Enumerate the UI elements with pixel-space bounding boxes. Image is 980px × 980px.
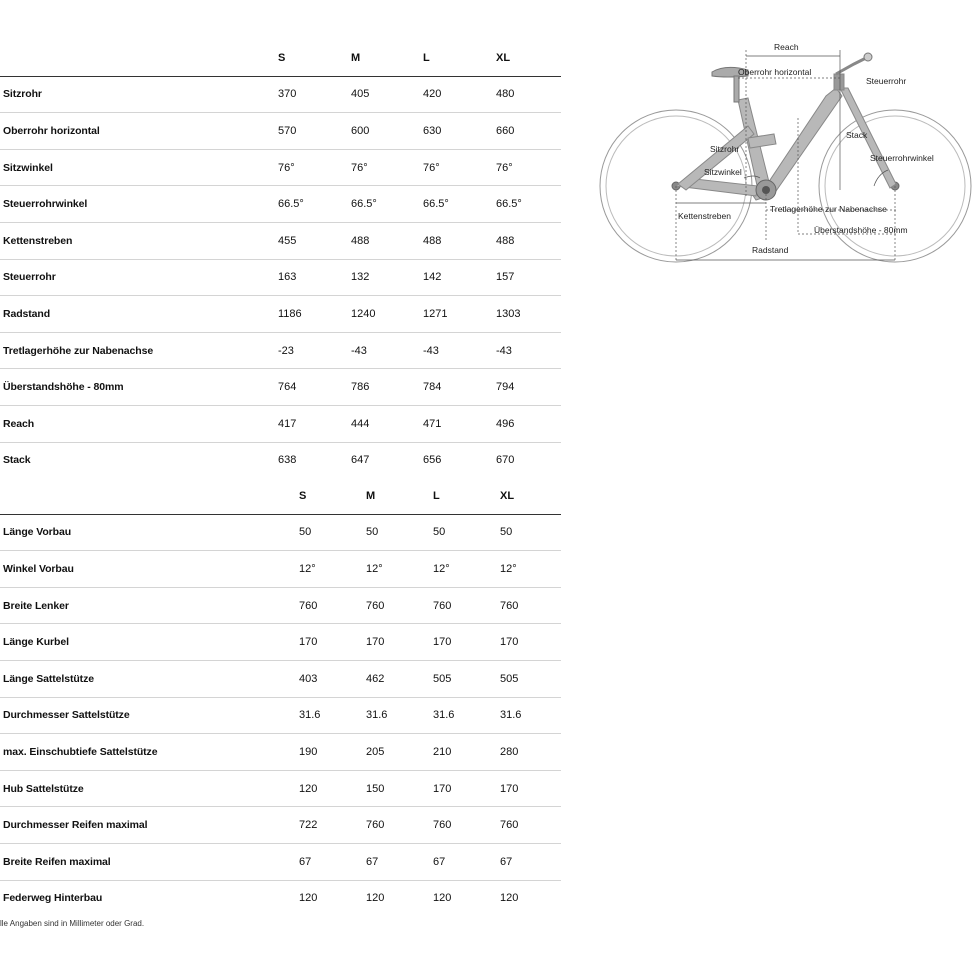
cell-value: 157 [496, 271, 515, 284]
cell-value: 31.6 [433, 709, 455, 722]
cell-value: -23 [278, 344, 294, 357]
cell-value: 670 [496, 454, 515, 467]
table-row [0, 443, 561, 479]
cell-value: 67 [366, 855, 379, 868]
components-table [0, 478, 561, 916]
cell-value: 471 [423, 417, 442, 430]
cell-value: 760 [500, 599, 519, 612]
cell-value: 67 [299, 855, 312, 868]
cell-value: 488 [423, 234, 442, 247]
table-row [0, 260, 561, 297]
table-row [0, 588, 561, 625]
table-row [0, 734, 561, 771]
cell-value: 120 [500, 892, 519, 905]
table-row [0, 881, 561, 917]
size-header: S [299, 489, 307, 502]
cell-value: -43 [496, 344, 512, 357]
cell-value: 31.6 [500, 709, 522, 722]
geometry-table [0, 40, 561, 478]
cell-value: 170 [433, 782, 452, 795]
cell-value: 120 [299, 782, 318, 795]
label-stack: Stack [846, 130, 868, 140]
row-label: Tretlagerhöhe zur Nabenachse [3, 344, 154, 357]
cell-value: 120 [433, 892, 452, 905]
table-row [0, 844, 561, 881]
footnote: lle Angaben sind in Millimeter oder Grad. [0, 919, 145, 928]
cell-value: 12° [500, 562, 517, 575]
cell-value: 444 [351, 417, 370, 430]
label-ueberstandshoehe: Überstandshöhe - 80mm [814, 225, 908, 235]
cell-value: 50 [299, 526, 312, 539]
cell-value: 630 [423, 124, 442, 137]
label-steuerrohrwinkel: Steuerrohrwinkel [870, 153, 934, 163]
size-header: XL [500, 489, 515, 502]
cell-value: 120 [366, 892, 385, 905]
cell-value: 170 [500, 636, 519, 649]
table-row [0, 223, 561, 260]
cell-value: -43 [351, 344, 367, 357]
cell-value: 1303 [496, 307, 521, 320]
row-label: Winkel Vorbau [3, 562, 74, 575]
cell-value: 120 [299, 892, 318, 905]
table-row [0, 515, 561, 552]
cell-value: 405 [351, 88, 370, 101]
cell-value: 480 [496, 88, 515, 101]
cell-value: 505 [433, 672, 452, 685]
row-label: Durchmesser Reifen maximal [3, 819, 148, 832]
cell-value: 76° [423, 161, 440, 174]
cell-value: 656 [423, 454, 442, 467]
table-row [0, 113, 561, 150]
size-header: M [351, 51, 361, 64]
cell-value: 417 [278, 417, 297, 430]
cell-value: -43 [423, 344, 439, 357]
cell-value: 1186 [278, 307, 302, 320]
table-row [0, 186, 561, 223]
table-row [0, 150, 561, 187]
cell-value: 31.6 [366, 709, 388, 722]
row-label: Kettenstreben [3, 234, 73, 247]
row-label: Sitzwinkel [3, 161, 53, 174]
row-label: Stack [3, 454, 31, 467]
table-row [0, 551, 561, 588]
cell-value: 794 [496, 381, 515, 394]
bike-geometry-diagram [598, 38, 973, 263]
cell-value: 12° [366, 562, 383, 575]
row-label: Länge Sattelstütze [3, 672, 94, 685]
cell-value: 660 [496, 124, 515, 137]
cell-value: 570 [278, 124, 297, 137]
cell-value: 786 [351, 381, 370, 394]
row-label: Steuerrohr [3, 271, 56, 284]
cell-value: 784 [423, 381, 442, 394]
components-header-row [0, 478, 561, 515]
size-header: L [433, 489, 440, 502]
table-row [0, 333, 561, 370]
row-label: Durchmesser Sattelstütze [3, 709, 130, 722]
cell-value: 1271 [423, 307, 448, 320]
row-label: Länge Vorbau [3, 526, 72, 539]
table-row [0, 369, 561, 406]
cell-value: 764 [278, 381, 297, 394]
cell-value: 205 [366, 745, 385, 758]
cell-value: 455 [278, 234, 297, 247]
cell-value: 66.5° [496, 198, 522, 211]
row-label: Breite Reifen maximal [3, 855, 111, 868]
label-kettenstreben: Kettenstreben [678, 211, 731, 221]
row-label: Radstand [3, 307, 51, 320]
cell-value: 31.6 [299, 709, 321, 722]
cell-value: 760 [366, 599, 385, 612]
table-row [0, 624, 561, 661]
geometry-header-row [0, 40, 561, 77]
cell-value: 142 [423, 271, 442, 284]
table-row [0, 661, 561, 698]
cell-value: 638 [278, 454, 297, 467]
cell-value: 760 [299, 599, 318, 612]
table-row [0, 296, 561, 333]
size-header: XL [496, 51, 511, 64]
cell-value: 170 [433, 636, 452, 649]
label-tretlagerhoehe: Tretlagerhöhe zur Nabenachse [770, 204, 887, 214]
row-label: Hub Sattelstütze [3, 782, 84, 795]
row-label: Federweg Hinterbau [3, 892, 103, 905]
cell-value: 1240 [351, 307, 376, 320]
cell-value: 66.5° [423, 198, 449, 211]
cell-value: 722 [299, 819, 318, 832]
row-label: max. Einschubtiefe Sattelstütze [3, 745, 158, 758]
table-row [0, 807, 561, 844]
handlebar [836, 53, 872, 74]
row-label: Sitzrohr [3, 88, 42, 101]
cell-value: 190 [299, 745, 318, 758]
cell-value: 12° [433, 562, 450, 575]
cell-value: 170 [299, 636, 318, 649]
table-row [0, 77, 561, 114]
row-label: Überstandshöhe - 80mm [3, 381, 124, 394]
cell-value: 150 [366, 782, 385, 795]
cell-value: 50 [433, 526, 446, 539]
table-row [0, 771, 561, 808]
cell-value: 647 [351, 454, 370, 467]
cell-value: 505 [500, 672, 519, 685]
row-label: Steuerrohrwinkel [3, 198, 88, 211]
cell-value: 760 [366, 819, 385, 832]
cell-value: 170 [366, 636, 385, 649]
label-steuerrohr: Steuerrohr [866, 76, 907, 86]
cell-value: 163 [278, 271, 297, 284]
label-radstand: Radstand [752, 245, 789, 255]
cell-value: 12° [299, 562, 316, 575]
row-label: Reach [3, 417, 35, 430]
cell-value: 496 [496, 417, 515, 430]
cell-value: 210 [433, 745, 452, 758]
label-sitzwinkel: Sitzwinkel [704, 167, 742, 177]
cell-value: 67 [500, 855, 513, 868]
cell-value: 67 [433, 855, 446, 868]
cell-value: 50 [500, 526, 513, 539]
row-label: Oberrohr horizontal [3, 124, 100, 137]
label-reach: Reach [774, 42, 799, 52]
cell-value: 132 [351, 271, 370, 284]
cell-value: 76° [351, 161, 368, 174]
cell-value: 420 [423, 88, 442, 101]
size-header: L [423, 51, 430, 64]
cell-value: 66.5° [278, 198, 304, 211]
cell-value: 760 [433, 599, 452, 612]
cell-value: 50 [366, 526, 379, 539]
cell-value: 76° [496, 161, 513, 174]
cell-value: 76° [278, 161, 295, 174]
cell-value: 66.5° [351, 198, 377, 211]
size-header: S [278, 51, 286, 64]
row-label: Breite Lenker [3, 599, 69, 612]
cell-value: 462 [366, 672, 385, 685]
label-oberrohr-horizontal: Oberrohr horizontal [738, 67, 812, 77]
cell-value: 600 [351, 124, 370, 137]
table-row [0, 406, 561, 443]
cell-value: 760 [500, 819, 519, 832]
cell-value: 170 [500, 782, 519, 795]
cell-value: 403 [299, 672, 318, 685]
cell-value: 760 [433, 819, 452, 832]
cell-value: 370 [278, 88, 297, 101]
cell-value: 488 [351, 234, 370, 247]
row-label: Länge Kurbel [3, 636, 69, 649]
label-sitzrohr: Sitzrohr [710, 144, 740, 154]
cell-value: 280 [500, 745, 519, 758]
size-header: M [366, 489, 376, 502]
cell-value: 488 [496, 234, 515, 247]
table-row [0, 698, 561, 735]
